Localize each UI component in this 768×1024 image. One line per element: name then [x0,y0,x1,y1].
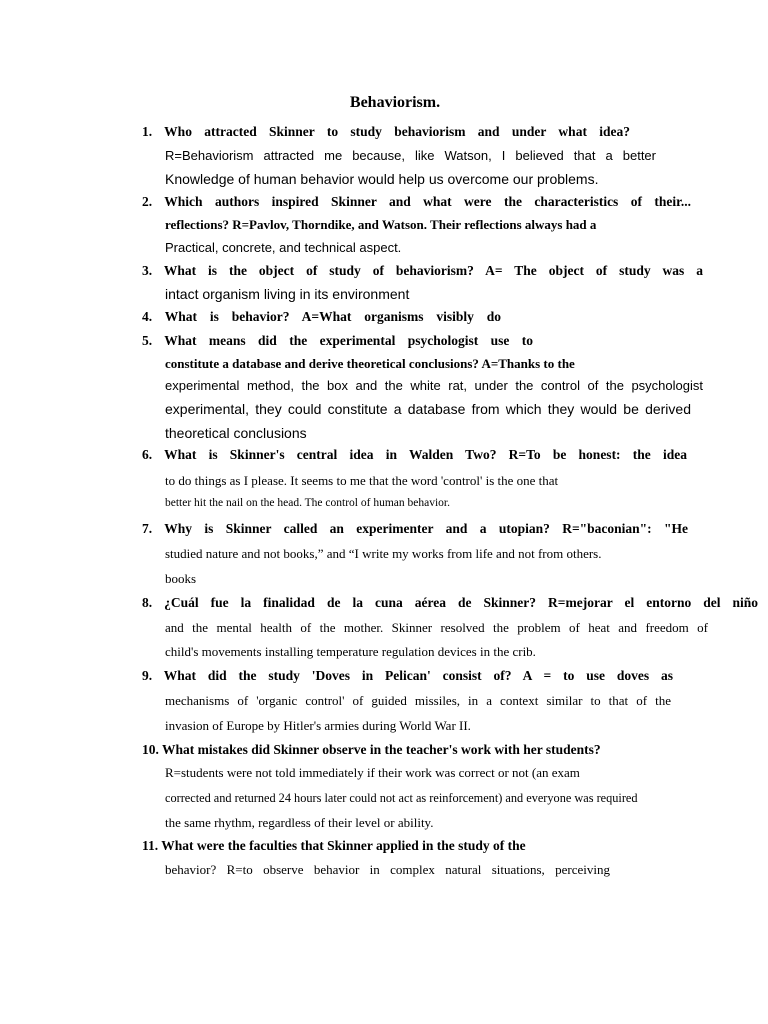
answer-5-line-1: constitute a database and derive theoretical conclusions? A=Thanks to the [165,356,575,371]
answer-5-line-2: experimental method, the box and the white rat, under the control of the psychologist [165,378,703,393]
question-2: 2. Which authors inspired Skinner and what were the characteristics of their... [142,194,691,209]
question-5: 5. What means did the experimental psychologist use to [142,333,533,348]
answer-10-line-1: R=students were not told immediately if their work was correct or not (an exam [165,765,580,780]
answer-1-line-2: Knowledge of human behavior would help us overcome our problems. [165,171,599,187]
answer-7-line-2: books [165,571,197,586]
answer-7-line-1: studied nature and not books,” and “I write my works from life and not from others. [165,546,602,561]
answer-9-line-1: mechanisms of 'organic control' of guided missiles, in a context similar to that of the [165,693,671,708]
question-7: 7. Why is Skinner called an experimenter and a utopian? R="baconian": "He [142,521,688,536]
answer-11-line-1: behavior? R=to observe behavior in complex natural situations, perceiving [165,862,610,877]
document-title: Behaviorism. [349,94,441,111]
question-9: 9. What did the study 'Doves in Pelican' consist of? A = to use doves as [142,668,673,683]
question-11: 11. What were the faculties that Skinner applied in the study of the [142,838,526,853]
answer-3-line-1: intact organism living in its environment [165,286,410,302]
question-10: 10. What mistakes did Skinner observe in the teacher's work with her students? [142,742,601,757]
answer-2-line-2: Practical, concrete, and technical aspect. [165,240,402,255]
answer-5-line-3: experimental, they could constitute a database from which they would be derived [165,401,691,417]
answer-6-line-2: better hit the nail on the head. The control of human behavior. [165,497,450,509]
answer-10-line-3: the same rhythm, regardless of their level or ability. [165,815,434,830]
answer-1-line-1: R=Behaviorism attracted me because, like Watson, I believed that a better [165,148,656,163]
answer-2-line-1: reflections? R=Pavlov, Thorndike, and Watson. Their reflections always had a [165,217,597,232]
question-6: 6. What is Skinner's central idea in Walden Two? R=To be honest: the idea [142,447,687,462]
question-3: 3. What is the object of study of behaviorism? A= The object of study was a [142,263,703,278]
question-4: 4. What is behavior? A=What organisms visibly do [142,309,501,324]
answer-9-line-2: invasion of Europe by Hitler's armies during World War II. [165,718,471,733]
question-1: 1. Who attracted Skinner to study behaviorism and under what idea? [142,124,630,139]
answer-6-line-1: to do things as I please. It seems to me that the word 'control' is the one that [165,473,559,488]
question-8: 8. ¿Cuál fue la finalidad de la cuna aérea de Skinner? R=mejorar el entorno del niño [142,595,758,610]
answer-5-line-4: theoretical conclusions [165,425,307,441]
answer-8-line-1: and the mental health of the mother. Skinner resolved the problem of heat and freedom of [165,620,708,635]
answer-8-line-2: child's movements installing temperature regulation devices in the crib. [165,644,536,659]
answer-10-line-2: corrected and returned 24 hours later could not act as reinforcement) and everyone was required [165,791,638,805]
